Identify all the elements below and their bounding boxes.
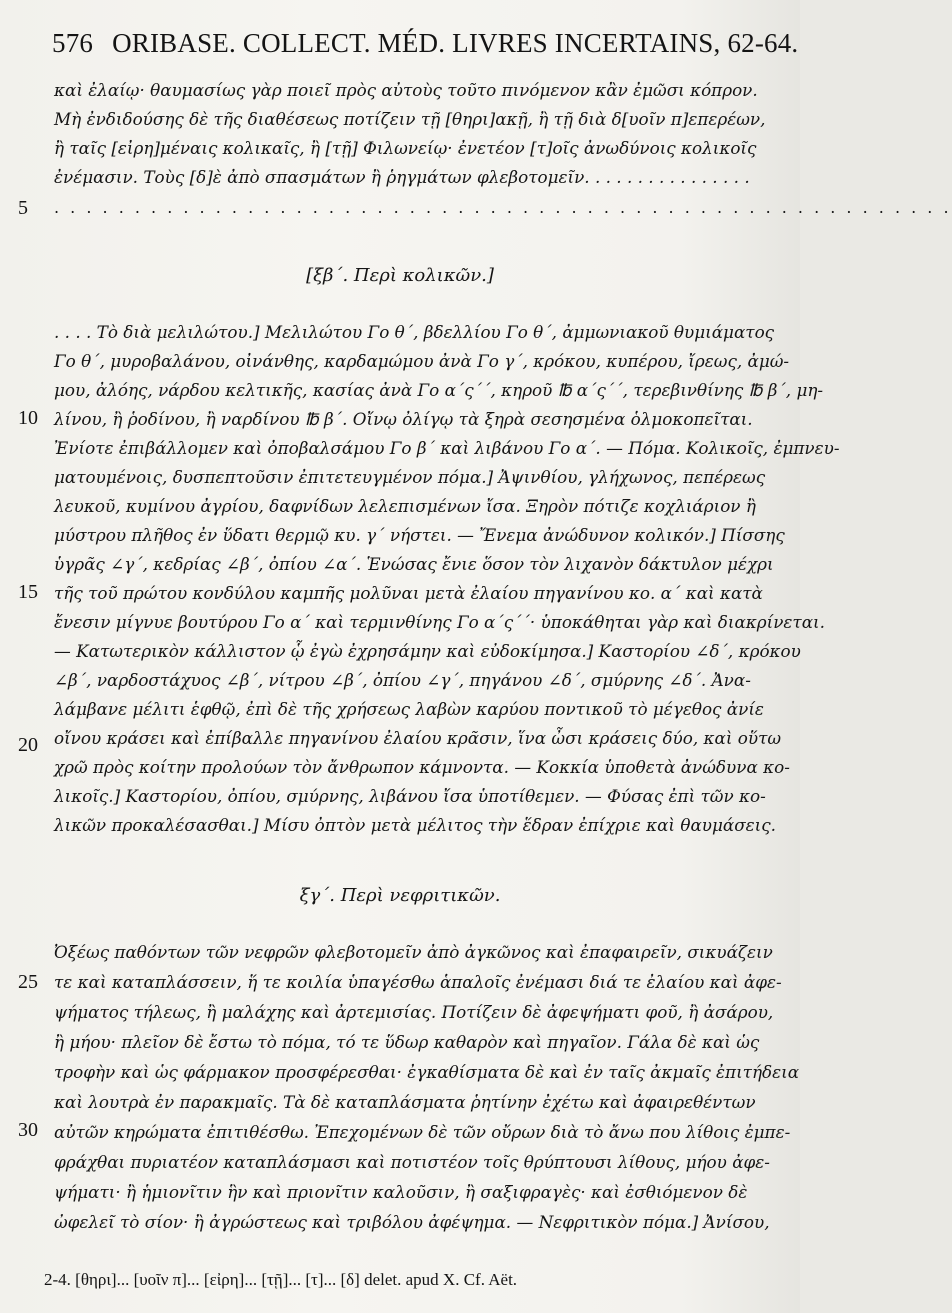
line-number-10: 10 xyxy=(18,407,38,429)
text-line: ὠφελεῖ τὸ σίον· ἢ ἀγρώστεως καὶ τριβόλου ἀφέψημα. — Νεφριτικὸν πόμα.] Ἀνίσου, xyxy=(54,1212,770,1232)
text-line: Ἐνίοτε ἐπιβάλλομεν καὶ ὀποβαλσάμου Γο β΄ καὶ λιβάνου Γο α΄. — Πόμα. Κολικοῖς, ἐμπνευ- xyxy=(54,438,840,458)
text-line: αὐτῶν κηρώματα ἐπιτιθέσθω. Ἐπεχομένων δὲ τῶν οὔρων διὰ τὸ ἄνω που λίθοις ἐμπε- xyxy=(54,1122,791,1142)
text-line: Ὀξέως παθόντων τῶν νεφρῶν φλεβοτομεῖν ἀπὸ ἀγκῶνος καὶ ἐπαφαιρεῖν, σικυάζειν xyxy=(54,942,773,962)
text-line: φράχθαι πυριατέον καταπλάσμασι καὶ ποτιστέον τοῖς θρύπτουσι λίθους, μήου ἀφε- xyxy=(54,1152,770,1172)
text-line: τε καὶ καταπλάσσειν, ἥ τε κοιλία ὑπαγέσθω ἁπαλοῖς ἐνέμασι διά τε ἐλαίου καὶ ἀφε- xyxy=(54,972,782,992)
line-number-30: 30 xyxy=(18,1119,38,1141)
text-line: ψήματος τήλεως, ἢ μαλάχης καὶ ἀρτεμισίας. Ποτίζειν δὲ ἀφεψήματι φοῦ, ἢ ἀσάρου, xyxy=(54,1002,774,1022)
page-header xyxy=(52,28,799,59)
line-number-25: 25 xyxy=(18,971,38,993)
text-line: καὶ λουτρὰ ἐν παρακμαῖς. Τὰ δὲ καταπλάσματα ῥητίνην ἐχέτω καὶ ἀφαιρεθέντων xyxy=(54,1092,756,1112)
text-line: Γο θ΄, μυροβαλάνου, οἰνάνθης, καρδαμώμου ἀνὰ Γο γ΄, κρόκου, κυπέρου, ἴρεως, ἀμώ- xyxy=(54,351,790,371)
footnote: 2-4. [θηρι]... [υοῖν π]... [εἰρη]... [τῇ]... [τ]... [δ] delet. apud X. Cf. Aët. xyxy=(44,1270,518,1289)
text-line: ἐνέμασιν. Τοὺς [δ]ὲ ἀπὸ σπασμάτων ἢ ῥηγμάτων φλεβοτομεῖν. . . . . . . . . . . . . . . . xyxy=(54,167,750,187)
text-line: ἔνεσιν μίγνυε βουτύρου Γο α΄ καὶ τερμινθίνης Γο α΄ς΄΄· ὑποκάθηται γὰρ καὶ διακρίνεται. xyxy=(54,612,825,632)
page-number: 576 xyxy=(52,28,94,58)
text-line: Μὴ ἐνδιδούσης δὲ τῆς διαθέσεως ποτίζειν τῇ [θηρι]ακῇ, ἢ τῇ διὰ δ[υοῖν π]επερέων, xyxy=(54,109,766,129)
chapter-range: 62-64. xyxy=(727,28,799,58)
lacuna-dots: . . . . . . . . . . . . . . . . . . . . . . . . . . . . . . . . . . . . . . . . . . . . . . . . . . . . . . . . xyxy=(54,198,952,217)
text-line: — Κατωτερικὸν κάλλιστον ᾧ ἐγὼ ἐχρησάμην καὶ εὐδοκίμησα.] Καστορίου ∠δ΄, κρόκου xyxy=(54,641,801,661)
text-line: λικοῖς.] Καστορίου, ὀπίου, σμύρνης, λιβάνου ἴσα ὑποτίθεμεν. — Φύσας ἐπὶ τῶν κο- xyxy=(54,786,766,806)
text-line: καὶ ἐλαίῳ· θαυμασίως γὰρ ποιεῖ πρὸς αὐτοὺς τοῦτο πινόμενον κἂν ἐμῶσι κόπρον. xyxy=(54,80,758,100)
text-line: ἢ ταῖς [εἰρη]μέναις κολικαῖς, ἢ [τῇ] Φιλωνείῳ· ἐνετέον [τ]οῖς ἀνωδύνοις κολικοῖς xyxy=(54,138,757,158)
text-line: μύστρου πλῆθος ἐν ὕδατι θερμῷ κυ. γ΄ νήστει. — Ἔνεμα ἀνώδυνον κολικόν.] Πίσσης xyxy=(54,525,785,545)
text-line: λικῶν προκαλέσασθαι.] Μίσυ ὀπτὸν μετὰ μέλιτος τὴν ἕδραν ἐπίχριε καὶ θαυμάσεις. xyxy=(54,815,776,835)
text-line: λάμβανε μέλιτι ἑφθῷ, ἐπὶ δὲ τῆς χρήσεως λαβὼν καρύου ποντικοῦ τὸ μέγεθος ἀνίε xyxy=(54,699,764,719)
text-line: ψήματι· ἢ ἡμιονῖτιν ἣν καὶ πριονῖτιν καλοῦσιν, ἢ σαξιφραγὲς· καὶ ἐσθιόμενον δὲ xyxy=(54,1182,748,1202)
chapter-heading-62: [ξβ΄. Περὶ κολικῶν.] xyxy=(306,265,494,286)
text-line: χρῶ πρὸς κοίτην προλούων τὸν ἄνθρωπον κάμνοντα. — Κοκκία ὑποθετὰ ἀνώδυνα κο- xyxy=(54,757,790,777)
text-line: λευκοῦ, κυμίνου ἀγρίου, δαφνίδων λελεπισμένων ἴσα. Ξηρὸν πότιζε κοχλιάριον ἢ xyxy=(54,496,756,516)
text-line: τῆς τοῦ πρώτου κονδύλου καμπῆς μολῦναι μετὰ ἐλαίου πηγανίνου κο. α΄ καὶ κατὰ xyxy=(54,583,763,603)
text-line: λίνου, ἢ ῥοδίνου, ἢ ναρδίνου ℔ β΄. Οἴνῳ ὀλίγῳ τὰ ξηρὰ σεσησμένα ὁλμοκοπεῖται. xyxy=(54,409,753,429)
text-line: ἢ μήου· πλεῖον δὲ ἔστω τὸ πόμα, τό τε ὕδωρ καθαρὸν καὶ πηγαῖον. Γάλα δὲ καὶ ὡς xyxy=(54,1032,760,1052)
line-number-15: 15 xyxy=(18,581,38,603)
text-line: οἴνου κράσει καὶ ἐπίβαλλε πηγανίνου ἐλαίου κρᾶσιν, ἵνα ὦσι κράσεις δύο, καὶ οὕτω xyxy=(54,728,782,748)
text-line: μου, ἀλόης, νάρδου κελτικῆς, κασίας ἀνὰ Γο α΄ς΄΄, κηροῦ ℔ α΄ς΄΄, τερεβινθίνης ℔ β΄, μη- xyxy=(54,380,824,400)
line-number-5: 5 xyxy=(18,197,28,219)
text-line: ∠β΄, ναρδοστάχυος ∠β΄, νίτρου ∠β΄, ὀπίου ∠γ΄, πηγάνου ∠δ΄, σμύρνης ∠δ΄. Ἀνα- xyxy=(54,670,751,690)
text-line: ὑγρᾶς ∠γ΄, κεδρίας ∠β΄, ὀπίου ∠α΄. Ἑνώσας ἔνιε ὅσον τὸν λιχανὸν δάκτυλον μέχρι xyxy=(54,554,774,574)
text-line: . . . . Τὸ διὰ μελιλώτου.] Μελιλώτου Γο θ΄, βδελλίου Γο θ΄, ἀμμωνιακοῦ θυμιάματος xyxy=(54,322,775,342)
text-line: ματουμένοις, δυσπεπτοῦσιν ἐπιτετευγμένον πόμα.] Ἀψινθίου, γλήχωνος, πεπέρεως xyxy=(54,467,766,487)
running-title: ORIBASE. COLLECT. MÉD. LIVRES INCERTAINS, xyxy=(112,28,721,58)
line-number-20: 20 xyxy=(18,734,38,756)
chapter-heading-63: ξγ΄. Περὶ νεφριτικῶν. xyxy=(299,885,501,906)
text-line: τροφὴν καὶ ὡς φάρμακον προσφέρεσθαι· ἐγκαθίσματα δὲ καὶ ἐν ταῖς ἀκμαῖς ἐπιτήδεια xyxy=(54,1062,800,1082)
